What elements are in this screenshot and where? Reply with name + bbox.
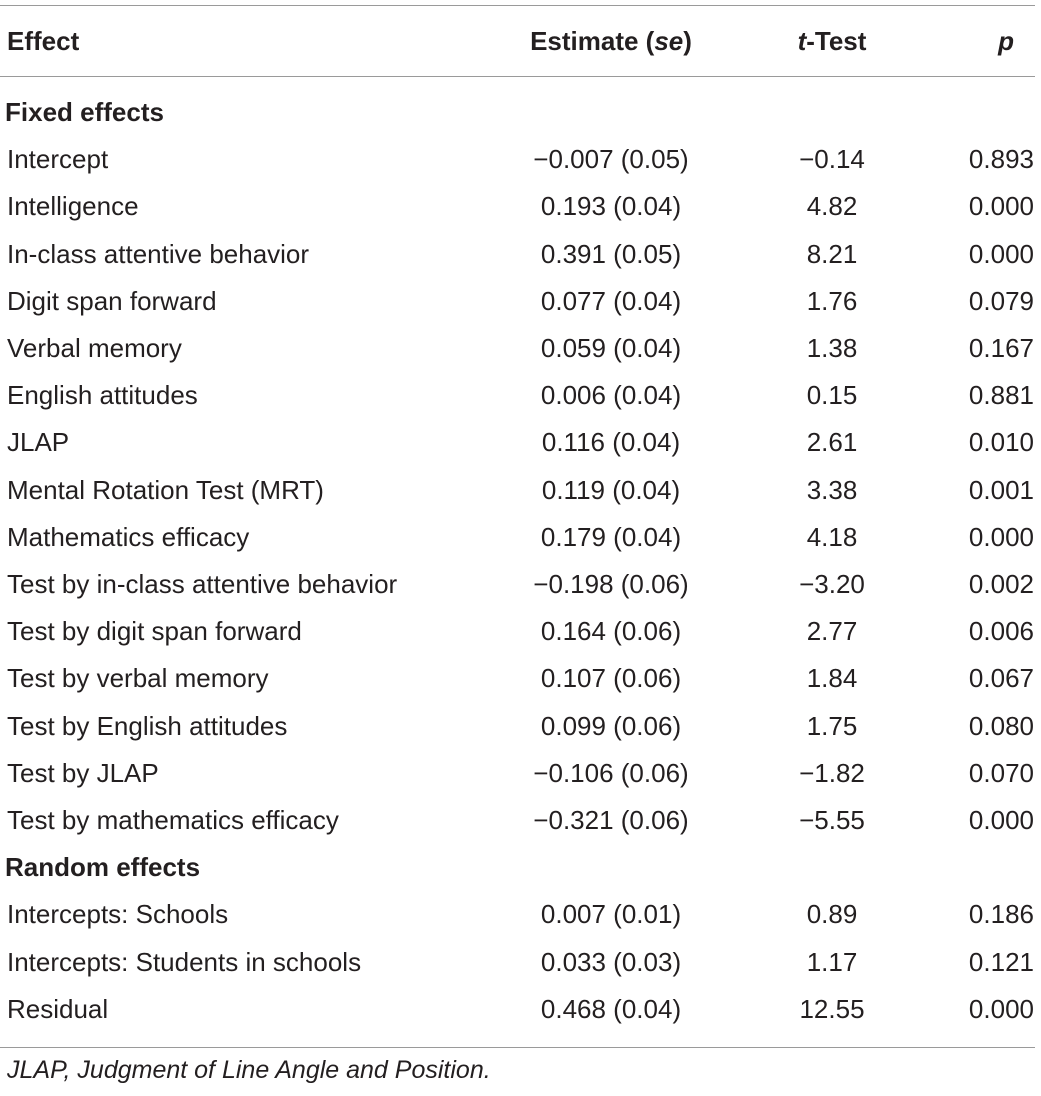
- cell-estimate: 0.006 (0.04): [540, 380, 682, 411]
- table-row: [0, 372, 1041, 419]
- cell-ttest: 1.38: [806, 333, 858, 363]
- cell-effect: Test by English attitudes: [7, 710, 288, 741]
- cell-estimate: 0.468 (0.04): [540, 993, 682, 1024]
- cell-p: 0.000: [968, 993, 1034, 1024]
- cell-estimate: 0.116 (0.04): [541, 427, 681, 458]
- cell-estimate: −0.321 (0.06): [533, 805, 689, 835]
- cell-p: 0.080: [968, 710, 1034, 741]
- cell-ttest: 1.75: [806, 710, 858, 741]
- table-row: [0, 278, 1041, 325]
- table-row: [0, 325, 1041, 372]
- table-row: [0, 750, 1041, 797]
- cell-estimate: 0.077 (0.04): [540, 285, 682, 316]
- cell-effect: In-class attentive behavior: [7, 238, 310, 269]
- table-bottom-rule: [0, 1047, 1035, 1048]
- cell-ttest: −0.14: [799, 144, 865, 175]
- section-heading: [0, 89, 1041, 136]
- cell-ttest: 8.21: [806, 238, 858, 269]
- cell-effect: JLAP: [7, 427, 70, 458]
- table-row: [0, 655, 1041, 702]
- cell-effect: Test by digit span forward: [7, 616, 302, 647]
- cell-ttest: 0.15: [806, 380, 858, 411]
- cell-estimate: −0.198 (0.06): [533, 569, 689, 599]
- cell-effect: Test by mathematics efficacy: [7, 805, 339, 835]
- table-row: [0, 514, 1041, 561]
- cell-effect: Test by JLAP: [7, 757, 159, 788]
- cell-p: 0.000: [968, 805, 1034, 835]
- cell-p: 0.006: [968, 616, 1034, 647]
- cell-effect: Test by in-class attentive behavior: [7, 569, 398, 599]
- cell-estimate: 0.391 (0.05): [540, 238, 682, 269]
- cell-effect: Digit span forward: [7, 285, 217, 316]
- header-p: p: [998, 26, 1014, 56]
- cell-ttest: 1.17: [806, 946, 858, 977]
- cell-estimate: 0.193 (0.04): [540, 191, 682, 222]
- table-row: [0, 891, 1041, 938]
- cell-ttest: 1.84: [806, 663, 858, 694]
- cell-p: 0.186: [968, 899, 1034, 930]
- cell-ttest: 4.18: [806, 521, 858, 552]
- table-row: [0, 419, 1041, 466]
- cell-estimate: −0.106 (0.06): [533, 757, 689, 788]
- cell-p: 0.002: [968, 569, 1034, 599]
- cell-effect: Intercept: [7, 144, 109, 175]
- cell-effect: Test by verbal memory: [7, 663, 269, 694]
- cell-ttest: −3.20: [799, 569, 865, 599]
- cell-estimate: 0.107 (0.06): [540, 663, 682, 694]
- section-title: Random effects: [5, 852, 201, 883]
- table-row: [0, 608, 1041, 655]
- cell-p: 0.881: [968, 380, 1034, 411]
- cell-effect: Verbal memory: [7, 333, 182, 363]
- cell-p: 0.079: [968, 285, 1034, 316]
- cell-p: 0.167: [968, 333, 1034, 363]
- header-ttest: t-Test: [797, 26, 867, 56]
- cell-p: 0.001: [968, 474, 1034, 505]
- cell-ttest: −1.82: [799, 757, 865, 788]
- cell-effect: Mental Rotation Test (MRT): [7, 474, 324, 505]
- cell-estimate: −0.007 (0.05): [533, 144, 689, 175]
- cell-ttest: −5.55: [799, 805, 865, 835]
- table-row: [0, 231, 1041, 278]
- cell-p: 0.067: [968, 663, 1034, 694]
- cell-effect: Intercepts: Schools: [7, 899, 229, 930]
- table-top-rule: [0, 5, 1035, 6]
- cell-p: 0.893: [968, 144, 1034, 175]
- cell-p: 0.010: [968, 427, 1034, 458]
- table-header-row: [0, 18, 1041, 65]
- cell-estimate: 0.007 (0.01): [540, 899, 682, 930]
- cell-effect: Intelligence: [7, 191, 139, 222]
- cell-ttest: 12.55: [799, 993, 865, 1024]
- cell-p: 0.121: [968, 946, 1034, 977]
- cell-ttest: 2.61: [806, 427, 858, 458]
- cell-ttest: 4.82: [806, 191, 858, 222]
- cell-effect: Residual: [7, 993, 109, 1024]
- table-row: [0, 561, 1041, 608]
- cell-estimate: 0.099 (0.06): [540, 710, 682, 741]
- table-row: [0, 703, 1041, 750]
- cell-estimate: 0.164 (0.06): [540, 616, 682, 647]
- table-row: [0, 797, 1041, 844]
- cell-p: 0.000: [968, 191, 1034, 222]
- cell-estimate: 0.179 (0.04): [540, 521, 682, 552]
- table-row: [0, 183, 1041, 230]
- cell-effect: Mathematics efficacy: [7, 521, 250, 552]
- section-title: Fixed effects: [5, 97, 164, 127]
- cell-ttest: 2.77: [806, 616, 858, 647]
- table-row: [0, 986, 1041, 1033]
- cell-effect: Intercepts: Students in schools: [7, 946, 362, 977]
- cell-p: 0.070: [968, 757, 1034, 788]
- cell-ttest: 3.38: [806, 474, 858, 505]
- section-heading: [0, 844, 1041, 891]
- table-row: [0, 136, 1041, 183]
- table-row: [0, 467, 1041, 514]
- cell-estimate: 0.059 (0.04): [540, 333, 682, 363]
- header-estimate: Estimate (se): [530, 26, 692, 56]
- cell-effect: English attitudes: [7, 380, 198, 411]
- cell-estimate: 0.119 (0.04): [541, 474, 681, 505]
- header-effect: Effect: [7, 26, 80, 56]
- cell-ttest: 1.76: [806, 285, 858, 316]
- cell-ttest: 0.89: [806, 899, 858, 930]
- table-row: [0, 939, 1041, 986]
- cell-p: 0.000: [968, 521, 1034, 552]
- header-rule: [0, 76, 1035, 77]
- table-footnote: JLAP, Judgment of Line Angle and Position.: [7, 1056, 491, 1084]
- cell-p: 0.000: [968, 238, 1034, 269]
- cell-estimate: 0.033 (0.03): [540, 946, 682, 977]
